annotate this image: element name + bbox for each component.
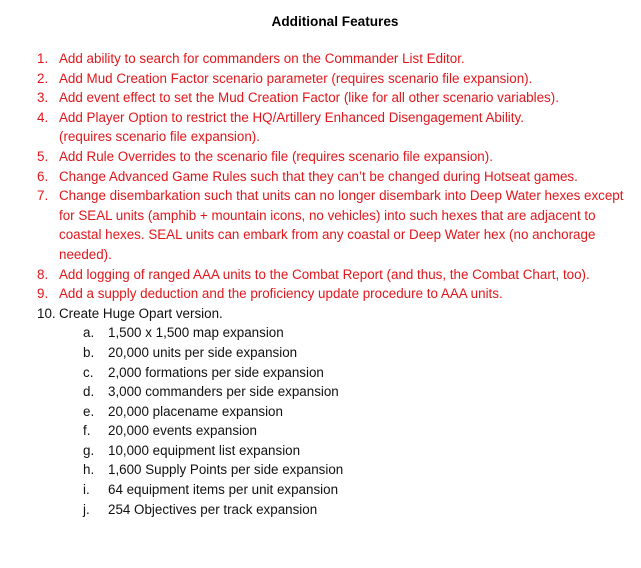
item-text: Change Advanced Game Rules such that they can’t be changed during Hotseat games.: [59, 168, 578, 184]
item-text: Add logging of ranged AAA units to the Combat Report (and thus, the Combat Chart, too).: [59, 266, 590, 282]
sublist-item: [0, 441, 641, 461]
item-number: 6.: [37, 168, 49, 184]
sub-letter: h.: [83, 462, 95, 478]
sublist-item: [0, 480, 641, 500]
sub-letter: g.: [83, 442, 95, 458]
item-number: 2.: [37, 70, 49, 86]
item-text: Change disembarkation such that units can no longer disembark into Deep Water hexes except for SEAL units (amphib + mountain icons, no vehicles) into such hexes that are adjacent to coastal hexes. SEAL units can embark from any coastal or Deep Water hex (no anchorage needed).: [59, 188, 624, 262]
list-item: [0, 186, 641, 264]
list-item: [0, 167, 641, 187]
item-text: Add Rule Overrides to the scenario file (requires scenario file expansion).: [59, 148, 493, 164]
sub-text: 254 Objectives per track expansion: [108, 501, 318, 517]
item-number: 7.: [37, 188, 49, 204]
features-list: [0, 49, 641, 519]
sublist-item: [0, 402, 641, 422]
item-number: 3.: [37, 90, 49, 106]
huge-opart-sublist: [0, 323, 641, 519]
list-item: [0, 284, 641, 304]
list-item: [0, 147, 641, 167]
item-text: Add a supply deduction and the proficiency update procedure to AAA units.: [59, 286, 503, 302]
list-item: [0, 49, 641, 69]
sub-letter: f.: [83, 423, 91, 439]
sub-letter: j.: [83, 501, 90, 517]
sub-text: 20,000 events expansion: [108, 423, 257, 439]
sub-letter: d.: [83, 384, 95, 400]
item-number: 5.: [37, 148, 49, 164]
document-title: Additional Features: [271, 14, 399, 29]
sublist-item: [0, 323, 641, 343]
sub-text: 20,000 placename expansion: [108, 403, 283, 419]
sub-letter: i.: [83, 482, 90, 498]
sublist-item: [0, 363, 641, 383]
list-item: [0, 304, 641, 520]
sub-text: 64 equipment items per unit expansion: [108, 482, 339, 498]
item-number: 10.: [37, 305, 56, 321]
sublist-item: [0, 382, 641, 402]
sub-text: 1,600 Supply Points per side expansion: [108, 462, 344, 478]
item-number: 1.: [37, 51, 49, 66]
list-item: [0, 108, 591, 147]
item-number: 8.: [37, 266, 49, 282]
sub-text: 3,000 commanders per side expansion: [108, 384, 339, 400]
item-text: Add Player Option to restrict the HQ/Artillery Enhanced Disengagement Ability. (requires scenario file expansion).: [59, 109, 524, 145]
item-number: 9.: [37, 286, 49, 302]
sub-letter: c.: [83, 364, 94, 380]
sublist-item: [0, 421, 641, 441]
sublist-item: [0, 500, 641, 520]
sublist-item: [0, 460, 641, 480]
list-item: [0, 69, 641, 89]
sub-text: 1,500 x 1,500 map expansion: [108, 325, 284, 341]
item-text: Add ability to search for commanders on the Commander List Editor.: [59, 51, 465, 66]
list-item: [0, 88, 641, 108]
item-text: Add event effect to set the Mud Creation Factor (like for all other scenario variables).: [59, 90, 559, 106]
sub-letter: b.: [83, 344, 95, 360]
item-text: Add Mud Creation Factor scenario parameter (requires scenario file expansion).: [59, 70, 533, 86]
item-number: 4.: [37, 109, 49, 125]
sub-text: 2,000 formations per side expansion: [108, 364, 324, 380]
sub-text: 10,000 equipment list expansion: [108, 442, 301, 458]
sub-text: 20,000 units per side expansion: [108, 344, 298, 360]
sub-letter: e.: [83, 403, 95, 419]
sub-letter: a.: [83, 325, 95, 341]
item-text: Create Huge Opart version.: [59, 305, 223, 321]
list-item: [0, 265, 641, 285]
sublist-item: [0, 343, 641, 363]
